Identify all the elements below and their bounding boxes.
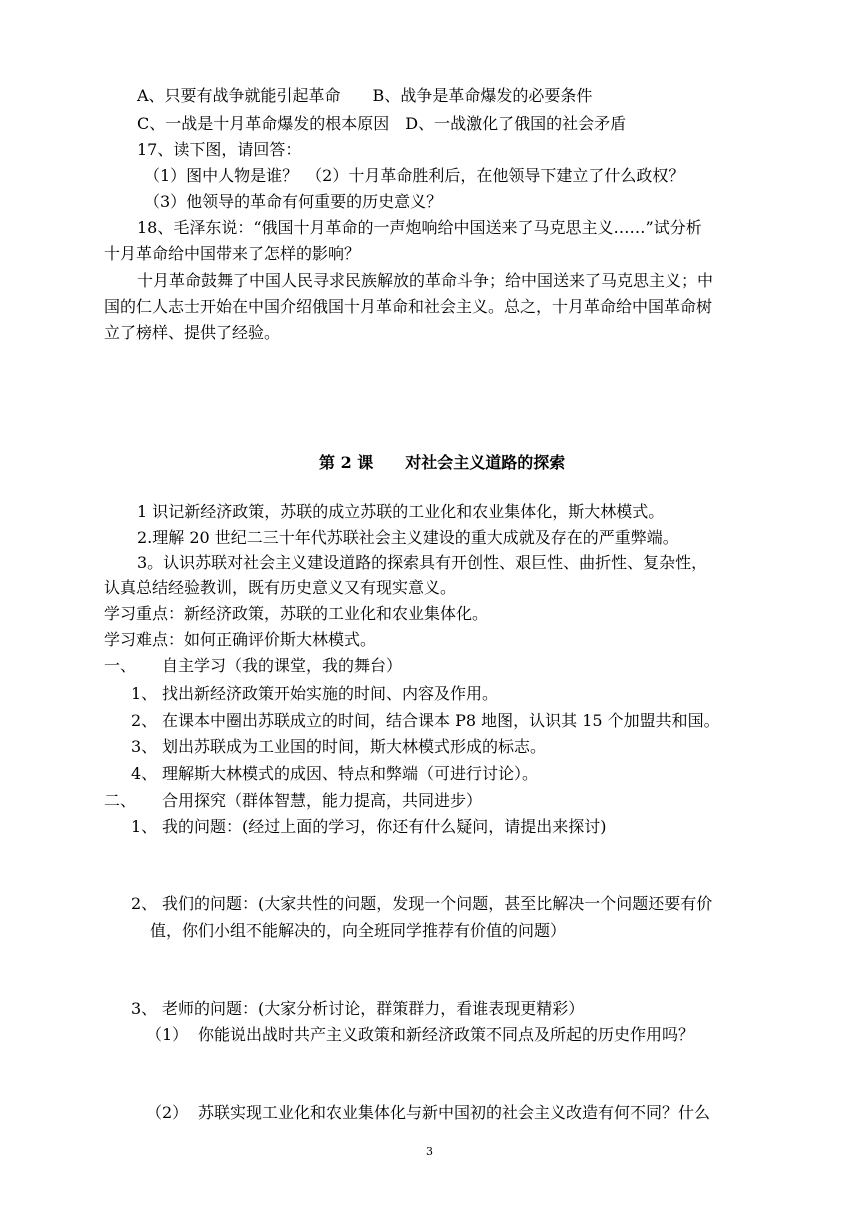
s1-item-2-number: 2、 (131, 711, 158, 730)
lesson-title: 第 2 课 对社会主义道路的探索 (319, 453, 566, 472)
s1-item-3-number: 3、 (131, 737, 158, 756)
option-cd: C、一战是十月革命爆发的根本原因 D、一战激化了俄国的社会矛盾 (137, 114, 627, 133)
s2-item-2-line1: 我们的问题：(大家共性的问题，发现一个问题，甚至比解决一个问题还要有价 (162, 894, 713, 913)
objective-3-line2: 认真总结经验教训，既有历史意义又有现实意义。 (104, 578, 457, 597)
section-2-title: 合用探究（群体智慧，能力提高，共同进步） (162, 791, 483, 810)
s2-item-3-text: 老师的问题：(大家分析讨论，群策群力，看谁表现更精彩） (162, 999, 585, 1018)
answer-line3: 立了榜样、提供了经验。 (104, 323, 281, 342)
question-17: 17、读下图，请回答： (137, 140, 302, 159)
s2-item-3-number: 3、 (131, 999, 158, 1018)
s1-item-3-text: 划出苏联成为工业国的时间，斯大林模式形成的标志。 (162, 737, 547, 756)
teacher-question-2-text: 苏联实现工业化和农业集体化与新中国初的社会主义改造有何不同？什么 (198, 1103, 711, 1122)
s2-item-2-number: 2、 (131, 894, 158, 913)
teacher-question-1-number: （1） (146, 1025, 189, 1044)
objective-2: 2.理解 20 世纪二三十年代苏联社会主义建设的重大成就及存在的严重弊端。 (137, 528, 679, 547)
s2-item-1-text: 我的问题：(经过上面的学习，你还有什么疑问，请提出来探讨) (162, 817, 607, 836)
s2-item-2-line2: 值，你们小组不能解决的，向全班同学推荐有价值的问题） (150, 921, 567, 940)
answer-line1: 十月革命鼓舞了中国人民寻求民族解放的革命斗争；给中国送来了马克思主义；中 (137, 271, 714, 290)
s1-item-1-number: 1、 (131, 684, 158, 703)
question-17-part-3: （3）他领导的革命有何重要的历史意义？ (144, 192, 443, 211)
s1-item-4-text: 理解斯大林模式的成因、特点和弊端（可进行讨论）。 (162, 764, 539, 783)
section-1-title: 自主学习（我的课堂，我的舞台） (162, 656, 403, 675)
page-number: 3 (426, 1145, 433, 1158)
s1-item-2-text: 在课本中圈出苏联成立的时间，结合课本 P8 地图，认识其 15 个加盟共和国。 (162, 711, 720, 730)
difficulty: 学习难点：如何正确评价斯大林模式。 (104, 630, 377, 649)
answer-line2: 国的仁人志士开始在中国介绍俄国十月革命和社会主义。总之，十月革命给中国革命树 (104, 297, 713, 316)
objective-3-line1: 3。认识苏联对社会主义建设道路的探索具有开创性、艰巨性、曲折性、复杂性， (137, 553, 708, 572)
section-2-number: 二、 (104, 791, 137, 810)
question-18-line2: 十月革命给中国带来了怎样的影响？ (104, 244, 361, 263)
question-18-line1: 18、毛泽东说：“俄国十月革命的一声炮响给中国送来了马克思主义……”试分析 (137, 218, 702, 237)
teacher-question-2-number: （2） (146, 1103, 189, 1122)
s1-item-1-text: 找出新经济政策开始实施的时间、内容及作用。 (162, 684, 499, 703)
question-17-parts-1-2: （1）图中人物是谁？ （2）十月革命胜利后，在他领导下建立了什么政权？ (144, 166, 685, 185)
key-points: 学习重点：新经济政策，苏联的工业化和农业集体化。 (104, 604, 489, 623)
objective-1: 1 识记新经济政策，苏联的成立苏联的工业化和农业集体化，斯大林模式。 (137, 502, 665, 521)
teacher-question-1-text: 你能说出战时共产主义政策和新经济政策不同点及所起的历史作用吗？ (198, 1025, 695, 1044)
section-1-number: 一、 (104, 656, 137, 675)
s2-item-1-number: 1、 (131, 817, 158, 836)
s1-item-4-number: 4、 (131, 764, 158, 783)
option-ab: A、只要有战争就能引起革命 B、战争是革命爆发的必要条件 (137, 86, 593, 105)
